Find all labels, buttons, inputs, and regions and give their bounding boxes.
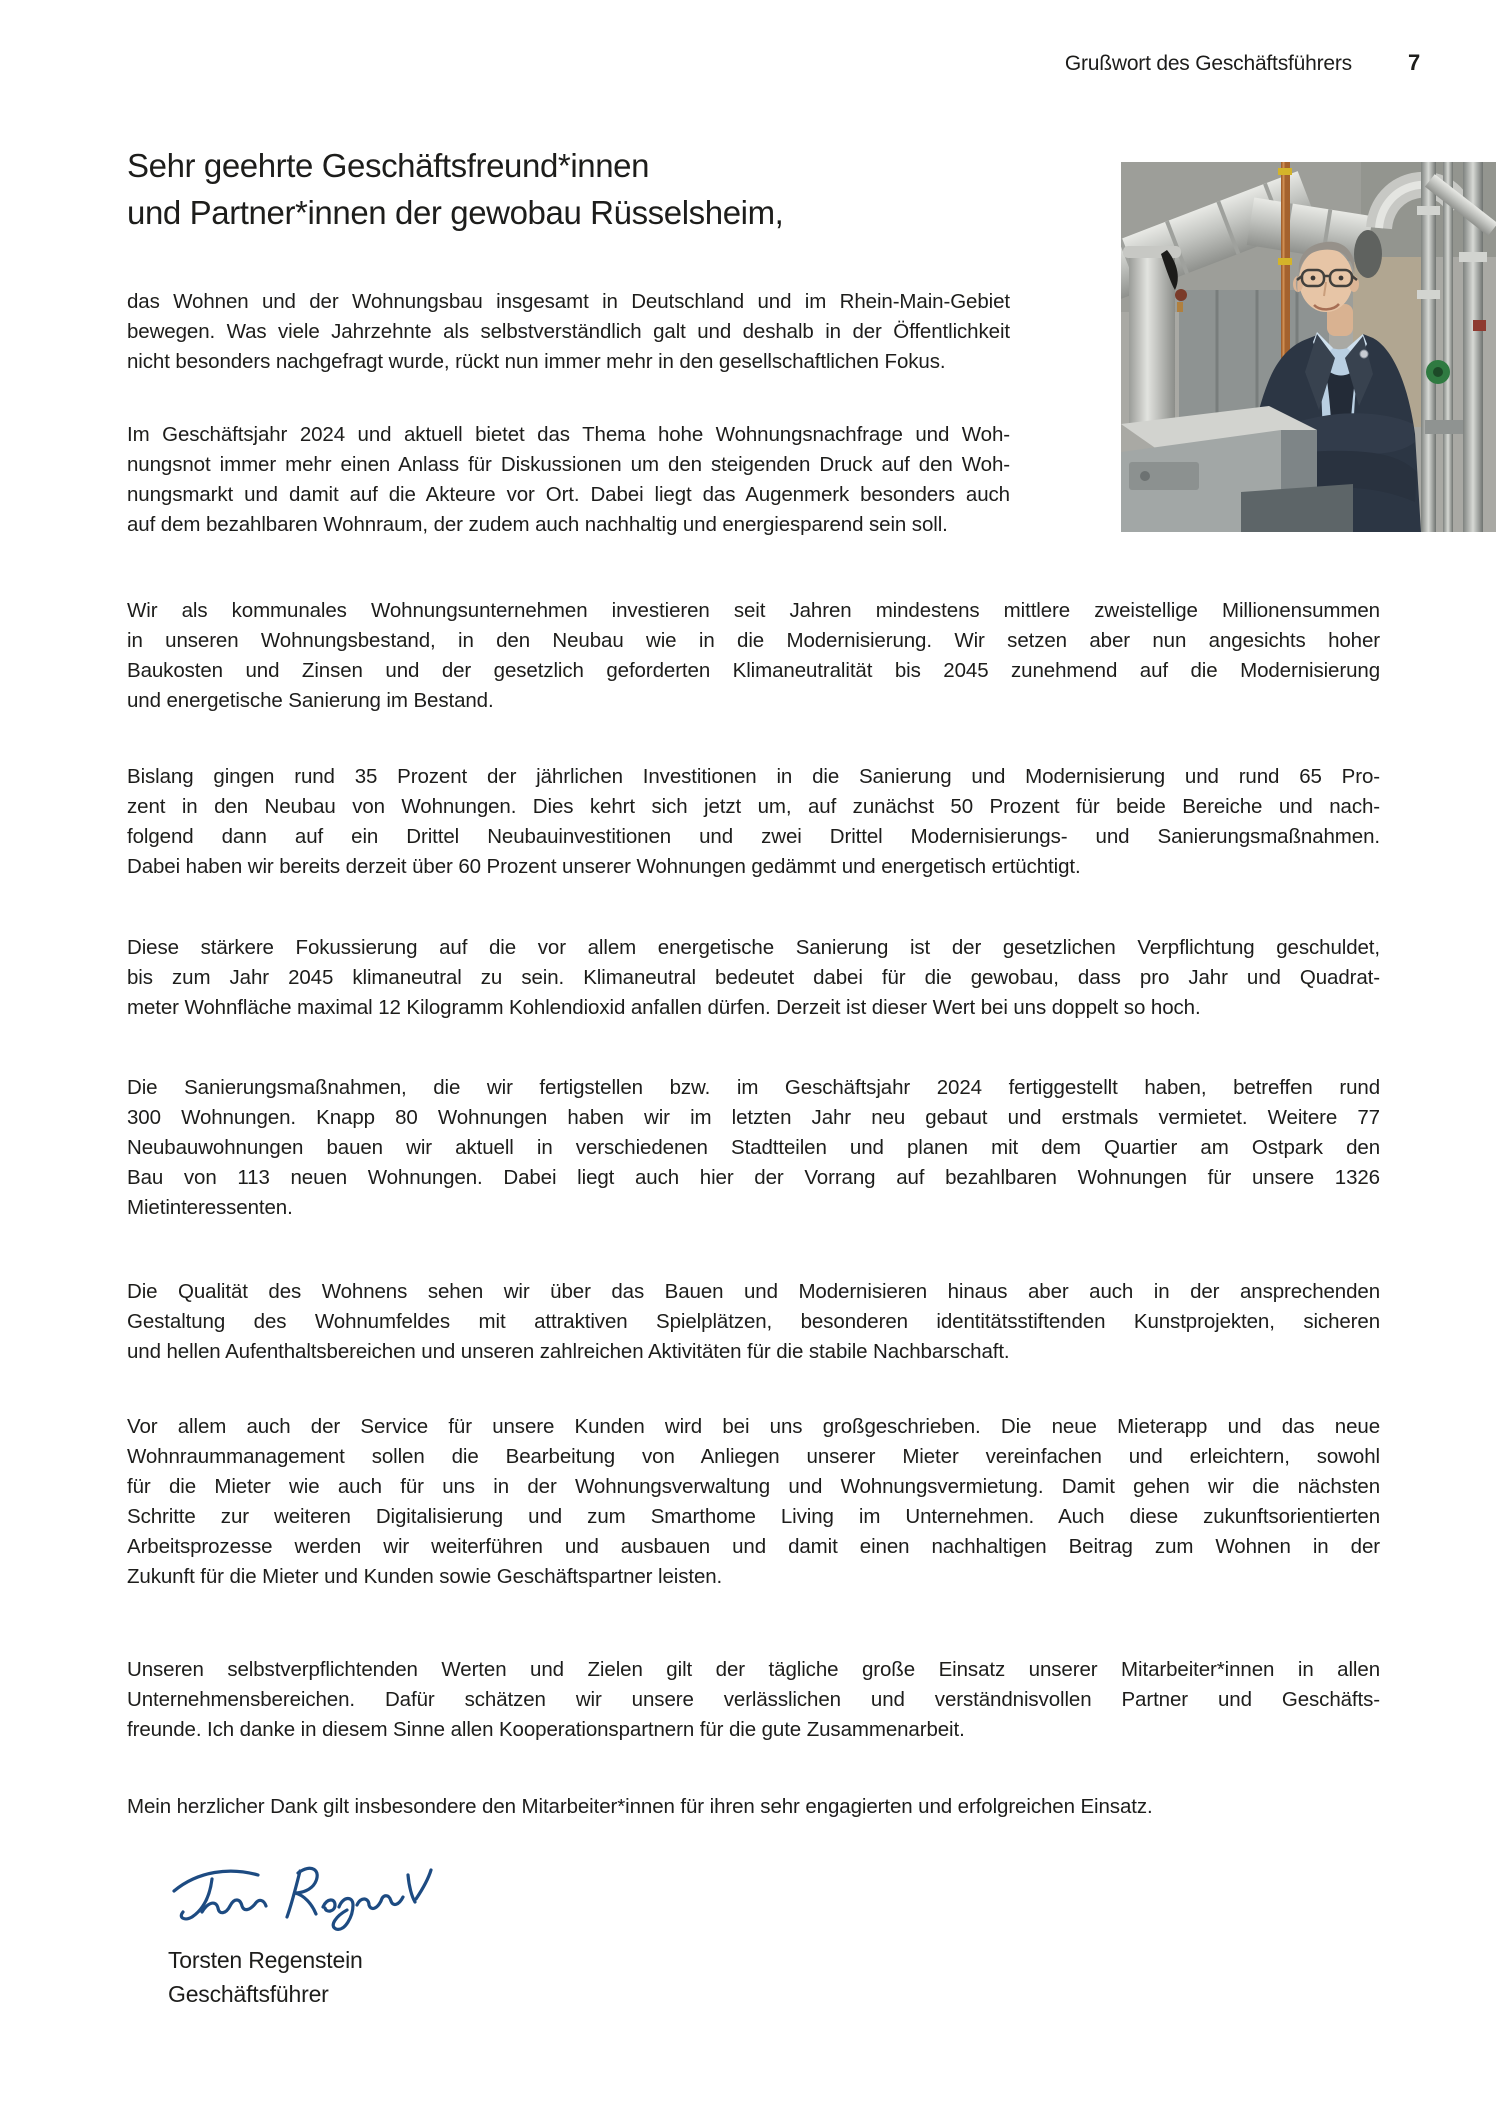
paragraph [127, 420, 1010, 540]
paragraph-line: zent in den Neubau von Wohnungen. Dies kehrt sich jetzt um, auf zunächst 50 Prozent für beide Bereiche und nach- [127, 795, 1380, 818]
greeting-title-line: und Partner*innen der gewobau Rüsselsheim, [127, 194, 784, 231]
paragraph [127, 933, 1380, 1023]
greeting-title [127, 142, 1087, 236]
paragraph-line: Bau von 113 neuen Wohnungen. Dabei liegt auch hier der Vorrang auf bezahlbaren Wohnungen für unsere 1326 [127, 1166, 1380, 1189]
paragraph-line: freunde. Ich danke in diesem Sinne allen Kooperationspartnern für die gute Zusammenarbeit. [127, 1718, 965, 1741]
paragraph [127, 1792, 1380, 1822]
paragraph-line: bewegen. Was viele Jahrzehnte als selbstverständlich galt und deshalb in der Öffentlichkeit [127, 320, 1010, 343]
running-header [127, 50, 1420, 76]
paragraph-line: nungsmarkt und damit auf die Akteure vor Ort. Dabei liegt das Augenmerk besonders auch [127, 483, 1010, 506]
paragraph [127, 596, 1380, 716]
paragraph-line: und energetische Sanierung im Bestand. [127, 689, 494, 712]
paragraph [127, 287, 1010, 377]
paragraph [127, 762, 1380, 882]
paragraph-line: Dabei haben wir bereits derzeit über 60 Prozent unserer Wohnungen gedämmt und energetisch ertüchtigt. [127, 855, 1081, 878]
paragraph-line: Gestaltung des Wohnumfeldes mit attraktiven Spielplätzen, besonderen identitätsstiftenden Kunstprojekten, sicheren [127, 1310, 1380, 1333]
paragraph-line: Wir als kommunales Wohnungsunternehmen investieren seit Jahren mindestens mittlere zweistellige Millionensummen [127, 599, 1380, 622]
section-title: Grußwort des Geschäftsführers [1064, 52, 1352, 75]
page-number: 7 [1407, 50, 1420, 75]
paragraph [127, 1073, 1380, 1223]
paragraph-line: Schritte zur weiteren Digitalisierung und zum Smarthome Living im Unternehmen. Auch diese zukunftsorientierten [127, 1505, 1380, 1528]
paragraph-line: nicht besonders nachgefragt wurde, rückt nun immer mehr in den gesellschaftlichen Fokus. [127, 350, 946, 373]
director-photo [1121, 162, 1496, 532]
paragraph-line: für die Mieter wie auch für uns in der Wohnungsverwaltung und Wohnungsvermietung. Damit gehen wir die nächsten [127, 1475, 1380, 1498]
paragraph-line: nungsnot immer mehr einen Anlass für Diskussionen um den steigenden Druck auf den Woh- [127, 453, 1010, 476]
paragraph-line: Im Geschäftsjahr 2024 und aktuell bietet das Thema hohe Wohnungsnachfrage und Woh- [127, 423, 1010, 446]
handwritten-signature [168, 1856, 440, 1942]
signatory-name: Torsten Regenstein [168, 1947, 363, 1973]
paragraph-line: Baukosten und Zinsen und der gesetzlich geforderten Klimaneutralität bis 2045 zunehmend auf die Modernisierung [127, 659, 1380, 682]
paragraph [127, 1412, 1380, 1592]
paragraph-line: in unseren Wohnungsbestand, in den Neubau wie in die Modernisierung. Wir setzen aber nun angesichts hoher [127, 629, 1380, 652]
paragraph-line: folgend dann auf ein Drittel Neubauinvestitionen und zwei Drittel Modernisierungs- und Sanierungsmaßnahmen. [127, 825, 1380, 848]
paragraph-line: bis zum Jahr 2045 klimaneutral zu sein. Klimaneutral bedeutet dabei für die gewobau, dass pro Jahr und Quadrat- [127, 966, 1380, 989]
paragraph-line: Zukunft für die Mieter und Kunden sowie Geschäftspartner leisten. [127, 1565, 723, 1588]
signature-block [168, 1943, 363, 2011]
paragraph-line: Diese stärkere Fokussierung auf die vor allem energetische Sanierung ist der gesetzlichen Verpflichtung geschuldet, [127, 936, 1380, 959]
paragraph-line: Mein herzlicher Dank gilt insbesondere den Mitarbeiter*innen für ihren sehr engagierten und erfolgreichen Einsatz. [127, 1795, 1153, 1818]
paragraph-line: Die Sanierungsmaßnahmen, die wir fertigstellen bzw. im Geschäftsjahr 2024 fertiggestellt haben, betreffen rund [127, 1076, 1380, 1099]
paragraph-line: und hellen Aufenthaltsbereichen und unseren zahlreichen Aktivitäten für die stabile Nachbarschaft. [127, 1340, 1010, 1363]
paragraph-line: Arbeitsprozesse werden wir weiterführen und ausbauen und damit einen nachhaltigen Beitrag zum Wohnen in der [127, 1535, 1380, 1558]
paragraph-line: das Wohnen und der Wohnungsbau insgesamt in Deutschland und im Rhein-Main-Gebiet [127, 290, 1010, 313]
director-photo-illustration [1121, 162, 1496, 532]
paragraph-line: Unternehmensbereichen. Dafür schätzen wir unsere verlässlichen und verständnisvollen Partner und Geschäfts- [127, 1688, 1380, 1711]
paragraph-line: Bislang gingen rund 35 Prozent der jährlichen Investitionen in die Sanierung und Modernisierung und rund 65 Pro- [127, 765, 1380, 788]
paragraph-line: Wohnraummanagement sollen die Bearbeitung von Anliegen unserer Mieter vereinfachen und erleichtern, sowohl [127, 1445, 1380, 1468]
paragraph [127, 1655, 1380, 1745]
paragraph [127, 1277, 1380, 1367]
paragraph-line: Neubauwohnungen bauen wir aktuell in verschiedenen Stadtteilen und planen mit dem Quartier am Ostpark den [127, 1136, 1380, 1159]
paragraph-line: Mietinteressenten. [127, 1196, 293, 1219]
paragraph-line: 300 Wohnungen. Knapp 80 Wohnungen haben wir im letzten Jahr neu gebaut und erstmals vermietet. Weitere 77 [127, 1106, 1380, 1129]
paragraph-line: auf dem bezahlbaren Wohnraum, der zudem auch nachhaltig und energiesparend sein soll. [127, 513, 948, 536]
greeting-title-line: Sehr geehrte Geschäftsfreund*innen [127, 147, 650, 184]
paragraph-line: Vor allem auch der Service für unsere Kunden wird bei uns großgeschrieben. Die neue Mieterapp und das neue [127, 1415, 1380, 1438]
paragraph-line: Die Qualität des Wohnens sehen wir über das Bauen und Modernisieren hinaus aber auch in der ansprechenden [127, 1280, 1380, 1303]
paragraph-line: Unseren selbstverpflichtenden Werten und Zielen gilt der tägliche große Einsatz unserer Mitarbeiter*innen in allen [127, 1658, 1380, 1681]
signatory-role: Geschäftsführer [168, 1981, 329, 2007]
paragraph-line: meter Wohnfläche maximal 12 Kilogramm Kohlendioxid anfallen dürfen. Derzeit ist dieser Wert bei uns doppelt so hoch. [127, 996, 1201, 1019]
